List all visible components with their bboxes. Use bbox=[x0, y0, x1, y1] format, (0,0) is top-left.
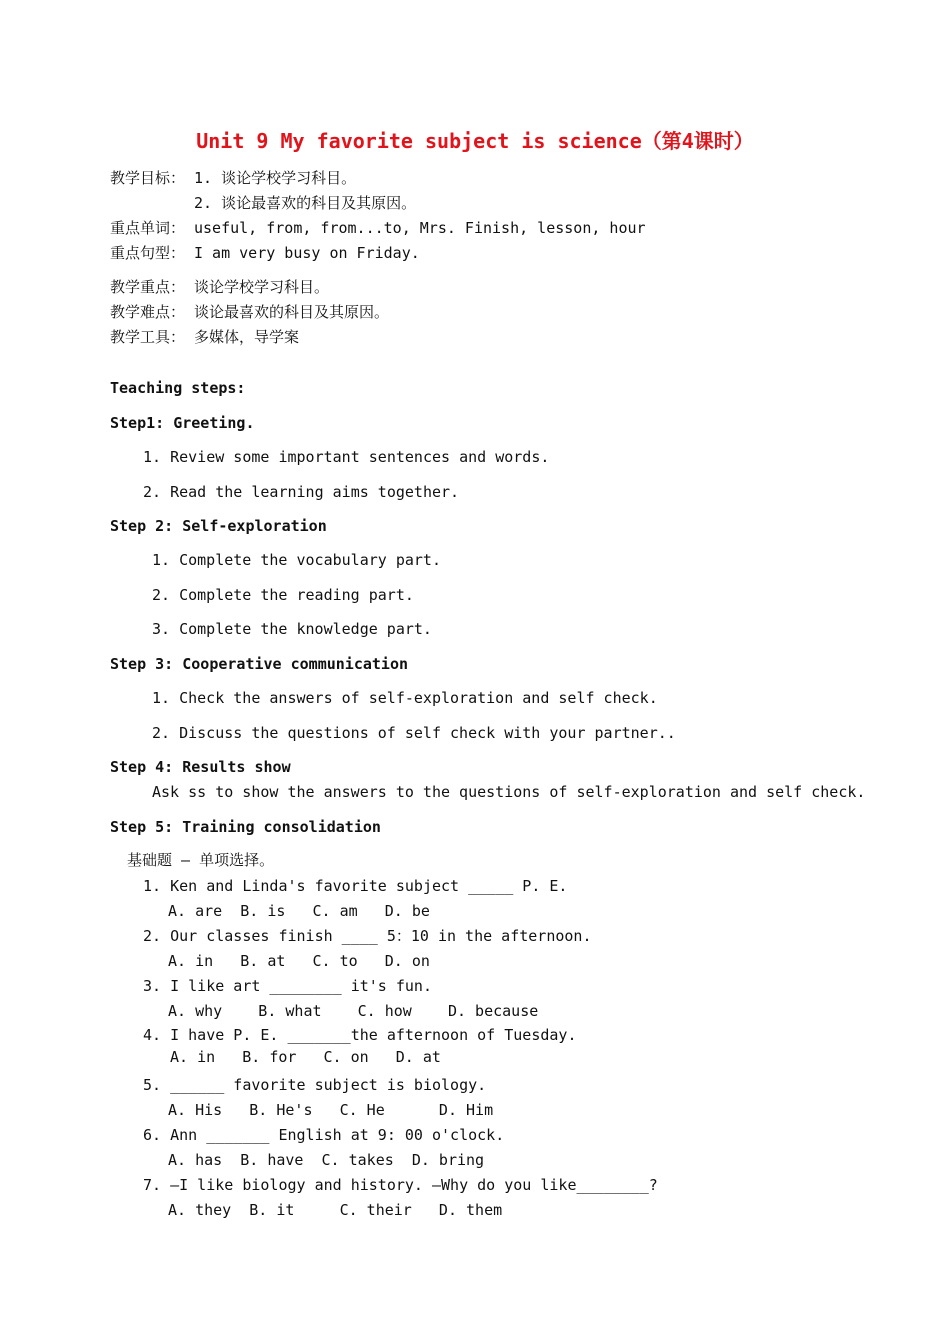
question-options: A. in B. for C. on D. at bbox=[170, 1048, 441, 1066]
key-words: useful, from, from...to, Mrs. Finish, lesson, hour bbox=[194, 219, 646, 237]
step3-heading: Step 3: Cooperative communication bbox=[110, 655, 409, 673]
step5-heading: Step 5: Training consolidation bbox=[110, 818, 381, 836]
question: 6. Ann _______ English at 9: 00 o'clock. bbox=[143, 1126, 505, 1144]
question-options: A. in B. at C. to D. on bbox=[168, 952, 430, 970]
aim-item: 1. 谈论学校学习科目。 bbox=[194, 169, 357, 187]
teaching-steps-heading: Teaching steps: bbox=[110, 379, 246, 397]
question: 3. I like art ________ it's fun. bbox=[143, 977, 432, 995]
step2-heading: Step 2: Self-exploration bbox=[110, 517, 327, 535]
exercise-section-title: 基础题 — 单项选择。 bbox=[127, 851, 275, 869]
teaching-key-label: 教学重点： bbox=[110, 278, 186, 296]
question: 1. Ken and Linda's favorite subject _____ P. E. bbox=[143, 877, 568, 895]
step4-heading: Step 4: Results show bbox=[110, 758, 291, 776]
teaching-tools: 多媒体，导学案 bbox=[194, 328, 300, 346]
question: 7. —I like biology and history. —Why do you like________? bbox=[143, 1176, 658, 1194]
question: 2. Our classes finish ____ 5：10 in the afternoon. bbox=[143, 927, 592, 945]
teaching-difficulty: 谈论最喜欢的科目及其原因。 bbox=[194, 303, 390, 321]
question-options: A. His B. He's C. He D. Him bbox=[168, 1101, 494, 1119]
aims-label: 教学目标： bbox=[110, 169, 186, 187]
page-title: Unit 9 My favorite subject is science（第4课时） bbox=[196, 129, 754, 153]
step1-item: 1. Review some important sentences and words. bbox=[143, 448, 550, 466]
key-sentence: I am very busy on Friday. bbox=[194, 244, 420, 262]
step1-heading: Step1: Greeting. bbox=[110, 414, 255, 432]
step3-item: 1. Check the answers of self-exploration and self check. bbox=[152, 689, 658, 707]
teaching-difficulty-label: 教学难点： bbox=[110, 303, 186, 321]
question-options: A. are B. is C. am D. be bbox=[168, 902, 430, 920]
aim-item: 2. 谈论最喜欢的科目及其原因。 bbox=[194, 194, 417, 212]
teaching-key: 谈论学校学习科目。 bbox=[194, 278, 330, 296]
key-words-label: 重点单词： bbox=[110, 219, 186, 237]
step4-text: Ask ss to show the answers to the questions of self-exploration and self check. bbox=[152, 783, 866, 801]
question: 5. ______ favorite subject is biology. bbox=[143, 1076, 487, 1094]
step3-item: 2. Discuss the questions of self check with your partner.. bbox=[152, 724, 676, 742]
question: 4. I have P. E. _______the afternoon of Tuesday. bbox=[143, 1026, 577, 1044]
step1-item: 2. Read the learning aims together. bbox=[143, 483, 460, 501]
teaching-tools-label: 教学工具： bbox=[110, 328, 186, 346]
question-options: A. has B. have C. takes D. bring bbox=[168, 1151, 485, 1169]
step2-item: 1. Complete the vocabulary part. bbox=[152, 551, 441, 569]
key-sentence-label: 重点句型： bbox=[110, 244, 186, 262]
question-options: A. they B. it C. their D. them bbox=[168, 1201, 503, 1219]
question-options: A. why B. what C. how D. because bbox=[168, 1002, 539, 1020]
step2-item: 2. Complete the reading part. bbox=[152, 586, 414, 604]
step2-item: 3. Complete the knowledge part. bbox=[152, 620, 432, 638]
